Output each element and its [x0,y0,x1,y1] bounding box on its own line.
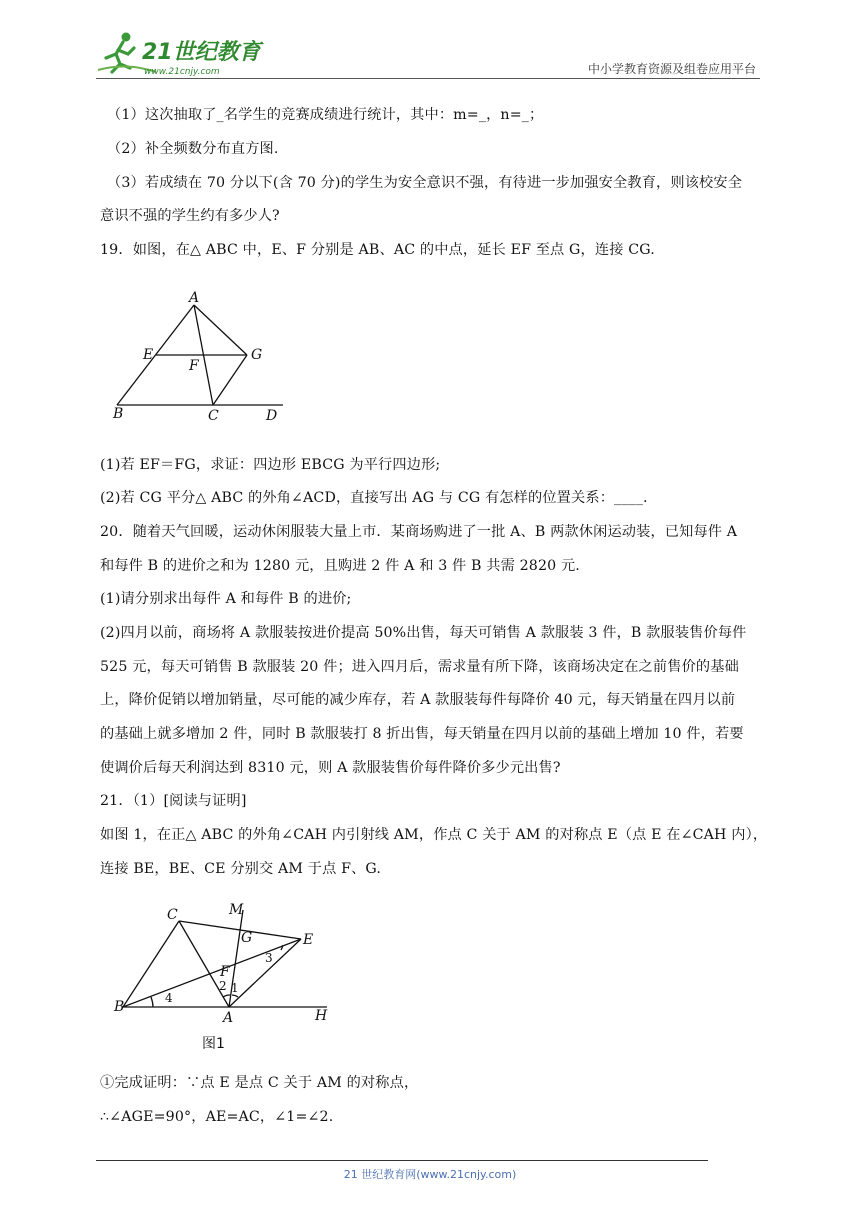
label-a: A [223,1010,234,1026]
q21-heading: 21．（1）[阅读与证明] [100,793,247,809]
q20-part2-1: (2)四月以前，商场将 A 款服装按进价提高 50%出售，每天可销售 A 款服装 3 件，B 款服装售价每件 [100,625,747,641]
label-f: F [189,358,199,374]
label-e: E [143,347,154,363]
logo-url: www.21cnjy.com [144,67,220,77]
angle-label-3: 3 [265,951,273,965]
q19-part1: (1)若 EF＝FG，求证：四边形 EBCG 为平行四边形; [100,457,441,473]
q20-part2-3: 上，降价促销以增加销量，尽可能的减少库存，若 A 款服装每件每降价 40 元，每天销量在四月以前 [100,692,736,708]
page-header [96,28,760,80]
segment-gc [213,355,247,405]
q18-part2: （2）补全频数分布直方图. [107,141,279,157]
segment-ae [229,939,301,1007]
figure-caption: 图1 [202,1036,225,1052]
header-divider [96,78,760,79]
label-a: A [189,290,200,306]
label-f: F [220,964,230,980]
angle-label-4: 4 [165,991,173,1005]
q20-part2-4: 的基础上就多增加 2 件，同时 B 款服装打 8 折出售，每天销量在四月以前的基础上增加 10 件，若要 [100,726,744,742]
angle-label-2: 2 [219,979,227,993]
q21-stem-2: 连接 BE，BE、CE 分别交 AM 于点 F、G. [100,861,382,877]
label-b: B [113,406,124,422]
label-g: G [251,347,263,363]
q20-part2-5: 使调价后每天利润达到 8310 元，则 A 款服装售价每件降价多少元出售? [100,760,561,776]
q20-stem-2: 和每件 B 的进价之和为 1280 元，且购进 2 件 A 和 3 件 B 共需 2820 元. [100,558,580,574]
label-g: G [241,930,253,946]
label-c: C [167,907,178,923]
q19-figure [105,284,295,424]
q18-part3: （3）若成绩在 70 分以下(含 70 分)的学生为安全意识不强，有待进一步加强安全教育，则该校安全 [107,175,743,191]
label-c: C [208,408,219,424]
angle-1-arc [232,995,238,997]
angle-label-1: 1 [231,981,239,995]
label-h: H [315,1008,328,1024]
footer-divider [96,1160,708,1161]
angle-2-arc [223,995,230,997]
q19-stem: 19．如图，在△ ABC 中，E、F 分别是 AB、AC 的中点，延长 EF 至点 G，连接 CG. [100,242,655,258]
label-b: B [114,999,125,1015]
header-platform-text: 中小学教育资源及组卷应用平台 [587,62,756,76]
q18-part3-cont: 意识不强的学生约有多少人? [100,208,280,224]
angle-4-arc [151,997,153,1007]
logo-text: 21世纪教育 [142,40,261,65]
q21-proof-1: ①完成证明：∵点 E 是点 C 关于 AM 的对称点， [100,1075,419,1091]
q18-part1: （1）这次抽取了_名学生的竞赛成绩进行统计，其中：m=_，n=_； [107,107,544,123]
segment-be [123,939,301,1007]
q19-part2: (2)若 CG 平分△ ABC 的外角∠ACD，直接写出 AG 与 CG 有怎样的位置关系：____. [100,490,648,506]
q21-proof-2: ∴∠AGE=90°，AE=AC，∠1=∠2. [100,1109,334,1125]
q21-stem-1: 如图 1，在正△ ABC 的外角∠CAH 内引射线 AM，作点 C 关于 AM 的对称点 E（点 E 在∠CAH 内）， [100,827,768,843]
label-d: D [266,408,278,424]
q20-stem-1: 20．随着天气回暖，运动休闲服装大量上市．某商场购进了一批 A、B 两款休闲运动装，已知每件 A [100,524,738,540]
label-m: M [229,902,244,918]
footer-text: 21 世纪教育网(www.21cnjy.com) [343,1168,517,1181]
q20-part1: (1)请分别求出每件 A 和每件 B 的进价; [100,591,352,607]
label-e: E [303,932,314,948]
site-logo [96,28,266,78]
q20-part2-2: 525 元，每天可销售 B 款服装 20 件；进入四月后，需求量有所下降，该商场决定在之前售价的基础 [100,659,739,675]
q21-figure [105,898,340,1028]
